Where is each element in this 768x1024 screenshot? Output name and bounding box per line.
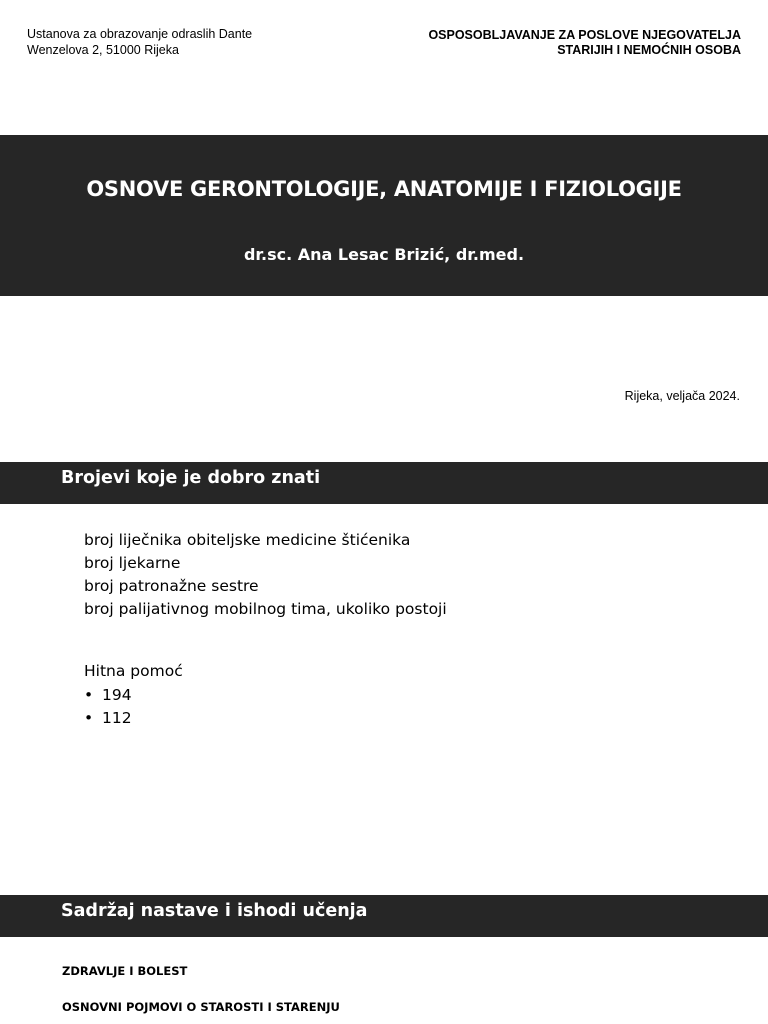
section-title: Brojevi koje je dobro znati: [61, 468, 321, 488]
bullet-icon: •: [84, 685, 94, 704]
section-header-numbers: [0, 462, 768, 504]
program-title-line-1: OSPOSOBLJAVANJE ZA POSLOVE NJEGOVATELJA: [428, 28, 741, 42]
place-date: Rijeka, veljača 2024.: [624, 389, 740, 403]
emergency-label: Hitna pomoć: [84, 662, 183, 680]
topic-heading: ZDRAVLJE I BOLEST: [62, 964, 188, 978]
cover-title-band: [0, 135, 768, 296]
bullet-icon: •: [84, 709, 94, 727]
section-title: Sadržaj nastave i ishodi učenja: [61, 901, 368, 921]
emergency-number: 112: [102, 709, 132, 727]
institution-info: [27, 26, 252, 58]
list-item: [84, 684, 183, 708]
list-item: broj ljekarne: [84, 554, 181, 572]
list-item: [84, 707, 183, 731]
program-title: [428, 28, 741, 58]
institution-address: Wenzelova 2, 51000 Rijeka: [27, 43, 179, 57]
author-name: dr.sc. Ana Lesac Brizić, dr.med.: [243, 245, 525, 264]
section-header-content: [0, 895, 768, 937]
list-item: broj patronažne sestre: [84, 577, 259, 595]
institution-name: Ustanova za obrazovanje odraslih Dante: [27, 27, 253, 41]
list-item: broj liječnika obiteljske medicine štićenika: [84, 531, 411, 549]
emergency-number: 194: [102, 685, 132, 704]
document-title: OSNOVE GERONTOLOGIJE, ANATOMIJE I FIZIOLOGIJE: [86, 177, 682, 201]
emergency-number-list: [84, 684, 183, 731]
emergency-numbers: [84, 660, 183, 731]
list-item: broj palijativnog mobilnog tima, ukoliko postoji: [84, 600, 447, 618]
useful-numbers-list: [84, 529, 447, 621]
topic-heading: OSNOVNI POJMOVI O STAROSTI I STARENJU: [62, 1000, 340, 1014]
program-title-line-2: STARIJIH I NEMOĆNIH OSOBA: [557, 43, 741, 57]
